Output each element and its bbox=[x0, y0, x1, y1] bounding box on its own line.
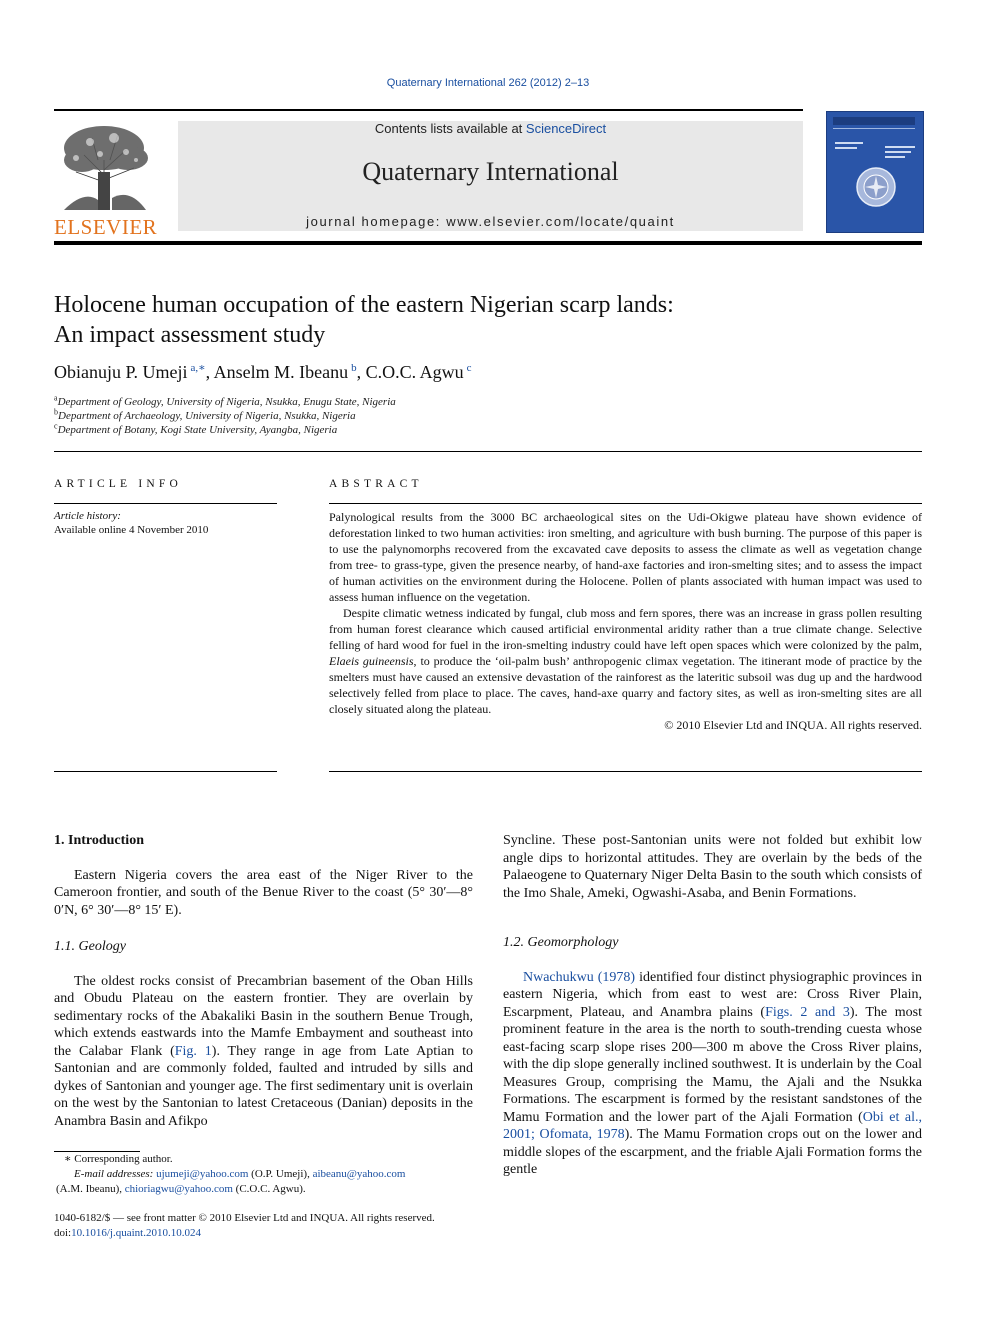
abstract-text: Despite climatic wetness indicated by fungal, club moss and fern spores, there was an increase in grass pollen resulting from human forest clearance which caused artificial environmental aridity rather than a true climate change. Selective felling of hard wood for fuel in the iron-smelting industry could have left open spaces which were colonized by the palm, bbox=[329, 606, 922, 652]
author-affiliation-mark[interactable]: a,∗ bbox=[190, 362, 206, 374]
doi-link[interactable]: 10.1016/j.quaint.2010.10.024 bbox=[71, 1227, 201, 1239]
left-column bbox=[54, 832, 473, 1130]
affiliations bbox=[54, 395, 396, 437]
section-1-1-heading: 1.1. Geology bbox=[54, 939, 126, 954]
journal-cover-thumbnail bbox=[826, 111, 924, 233]
abstract-bottom-rule bbox=[329, 771, 922, 772]
abstract-paragraph-1: Palynological results from the 3000 BC archaeological sites on the Udi-Okigwe plateau have shown evidence of deforestation linked to two human activities: iron smelting, and agriculture with bush burning. The purpose of this paper is to use the palynomorphs recovered from the excavated cave deposits to assess the climate as well as vegetation change from tree- to grass-type, given the presence nearby, of hand-axe factories and iron-smelting sites; and to assess the impact of human activities on the environment during the Holocene. Pollen of plants associated with human impact was used to assess human influence on the vegetation. bbox=[329, 510, 922, 604]
figures-2-3-link[interactable]: Figs. 2 and 3 bbox=[765, 1004, 850, 1020]
affiliation-text: Department of Geology, University of Nigeria, Nsukka, Enugu State, Nigeria bbox=[57, 396, 396, 408]
affiliation-mark: a bbox=[54, 393, 58, 403]
author-separator: , bbox=[356, 362, 366, 382]
affiliation-text: Department of Archaeology, University of Nigeria, Nsukka, Nigeria bbox=[58, 410, 356, 422]
abstract-body bbox=[329, 509, 922, 733]
elsevier-tree-icon bbox=[54, 120, 156, 212]
email-link[interactable]: chioriagwu@yahoo.com bbox=[124, 1183, 233, 1195]
doi-prefix: doi: bbox=[54, 1227, 72, 1239]
journal-citation[interactable]: Quaternary International 262 (2012) 2–13 bbox=[386, 77, 590, 89]
email-owner: (A.M. Ibeanu), bbox=[56, 1183, 125, 1195]
email-owner: (O.P. Umeji), bbox=[248, 1168, 313, 1180]
affiliation-text: Department of Botany, Kogi State University, Ayangba, Nigeria bbox=[57, 424, 338, 436]
section-1-1-paragraph bbox=[54, 973, 473, 1131]
figure-1-link[interactable]: Fig. 1 bbox=[174, 1043, 212, 1059]
abstract-text: , to produce the ‘oil-palm bush’ anthropogenic climax vegetation. The itinerant mode of practice by the smelters must have caused an extensive devastation of the rainforest as the lateritic subsoil was dug up and the hardwood selectively felled from place to place. The caves, hand-axe quarry and factory sites, as well as iron-smelting sites are all closely situated along the plateau. bbox=[329, 654, 922, 716]
section-rule bbox=[54, 451, 922, 452]
journal-homepage[interactable]: journal homepage: www.elsevier.com/locate/quaint bbox=[306, 214, 675, 229]
body-text: ). They range in age from Late Aptian to Santonian and are commonly folded, faulted and intruded by sills and dykes of Santonian and younger age. The first sedimentary unit is overlain on the west by the Santonian to latest Cretaceous (Danian) deposits in the Anambra Basin and Afikpo bbox=[54, 1043, 473, 1129]
article-history bbox=[54, 509, 208, 537]
article-title-line2: An impact assessment study bbox=[54, 322, 326, 348]
author-list bbox=[54, 362, 472, 383]
elsevier-logo bbox=[54, 120, 158, 239]
body-text: identified four distinct physiographic provinces in eastern Nigeria, which from east to west are: Cross River Plain, Escarpment, Plateau, and Anambra plains ( bbox=[503, 969, 923, 1020]
section-1-paragraph: Eastern Nigeria covers the area east of the Niger River to the Cameroon frontier, and south of the Benue River to the coast (5° 30′—8° 0′N, 6° 30′—8° 15′ E). bbox=[54, 867, 473, 918]
front-matter bbox=[54, 1211, 494, 1241]
contents-line bbox=[178, 121, 803, 136]
article-title-line1: Holocene human occupation of the eastern Nigerian scarp lands: bbox=[54, 292, 674, 318]
author-name: Anselm M. Ibeanu bbox=[213, 362, 349, 382]
affiliation-a bbox=[54, 395, 396, 409]
article-history-value: Available online 4 November 2010 bbox=[54, 524, 209, 536]
email-link[interactable]: aibeanu@yahoo.com bbox=[312, 1168, 406, 1180]
right-column bbox=[503, 832, 922, 1179]
abstract-copyright: © 2010 Elsevier Ltd and INQUA. All rights reserved. bbox=[664, 718, 922, 732]
citation-link[interactable]: Obi et al., 2001; Ofomata, 1978 bbox=[503, 1109, 922, 1142]
journal-title: Quaternary International bbox=[362, 157, 619, 186]
author-affiliation-mark[interactable]: c bbox=[466, 362, 472, 374]
section-1-2-heading: 1.2. Geomorphology bbox=[503, 935, 619, 950]
masthead-bottom-rule bbox=[54, 241, 922, 245]
article-history-label: Article history: bbox=[54, 510, 121, 522]
affiliation-mark: b bbox=[54, 407, 58, 417]
abstract-rule bbox=[329, 503, 922, 504]
elsevier-wordmark: ELSEVIER bbox=[54, 215, 158, 239]
doi-line bbox=[54, 1226, 494, 1241]
article-info-heading: ARTICLE INFO bbox=[54, 478, 182, 490]
article-title bbox=[54, 290, 914, 350]
journal-banner bbox=[178, 121, 803, 231]
article-info-bottom-rule bbox=[54, 771, 277, 772]
affiliation-c bbox=[54, 423, 396, 437]
author-separator: , bbox=[205, 362, 214, 382]
author-affiliation-mark[interactable]: b bbox=[351, 362, 357, 374]
body-text: ). The Mamu Formation crops out on the lower and middle slopes of the escarpment, and the friable Ajali Formation forms the gentle bbox=[503, 1127, 923, 1177]
body-text: ). The most prominent feature in the area is the north to south-trending cuesta whose east-facing scarp slope rises 200—300 m above the Cross River plains, with the dip slope generally inclined southwest. It is underlain by the Coal Measures Group, comprising the Mamu, the Ajali and the Nsukka Formations. The escarpment is formed by the resistant sandstones of the Mamu Formation and the lower part of the Ajali Formation ( bbox=[503, 1004, 922, 1125]
contents-prefix: Contents lists available at bbox=[374, 121, 526, 136]
body-text: The oldest rocks consist of Precambrian basement of the Oban Hills and Obudu Plateau on the eastern frontier. They are overlain by sedimentary rocks of the Abakaliki Basin in the southern Benue Trough, which extends eastwards into the Mamfe Embayment and southeast into the Calabar Flank ( bbox=[54, 973, 473, 1059]
corresponding-author-note bbox=[54, 1152, 484, 1167]
abstract-paragraph-2 bbox=[329, 605, 922, 717]
footnotes bbox=[54, 1152, 484, 1197]
affiliation-b bbox=[54, 409, 396, 423]
section-1-heading: 1. Introduction bbox=[54, 833, 144, 848]
species-name: Elaeis guineensis bbox=[329, 654, 414, 668]
citation-link[interactable]: Nwachukwu (1978) bbox=[523, 969, 636, 985]
author-name: C.O.C. Agwu bbox=[365, 362, 464, 382]
email-label: E-mail addresses: bbox=[74, 1168, 157, 1180]
footnote-text: Corresponding author. bbox=[71, 1153, 173, 1165]
issn-line: 1040-6182/$ — see front matter © 2010 Elsevier Ltd and INQUA. All rights reserved. bbox=[54, 1212, 435, 1224]
email-addresses bbox=[54, 1167, 484, 1182]
article-info-rule bbox=[54, 503, 277, 504]
masthead-top-rule bbox=[54, 109, 803, 111]
cover-emblem-icon bbox=[855, 166, 897, 208]
abstract-heading: ABSTRACT bbox=[329, 478, 423, 490]
section-1-2-paragraph bbox=[503, 969, 922, 1179]
author-name: Obianuju P. Umeji bbox=[54, 362, 188, 382]
affiliation-mark: c bbox=[54, 421, 58, 431]
footnote-mark: ∗ bbox=[64, 1153, 72, 1165]
column-2-paragraph: Syncline. These post-Santonian units were not folded but exhibit low angle dips to horizontal attitudes. They are overlain by the beds of the Palaeogene to Quaternary Niger Delta Basin to the south which consists of the Imo Shale, Ameki, Ogwashi-Asaba, and Benin Formations. bbox=[503, 833, 922, 901]
email-owner: (C.O.C. Agwu). bbox=[232, 1183, 306, 1195]
email-link[interactable]: ujumeji@yahoo.com bbox=[156, 1168, 249, 1180]
email-addresses-cont bbox=[54, 1182, 484, 1197]
sciencedirect-link[interactable]: ScienceDirect bbox=[525, 121, 607, 136]
